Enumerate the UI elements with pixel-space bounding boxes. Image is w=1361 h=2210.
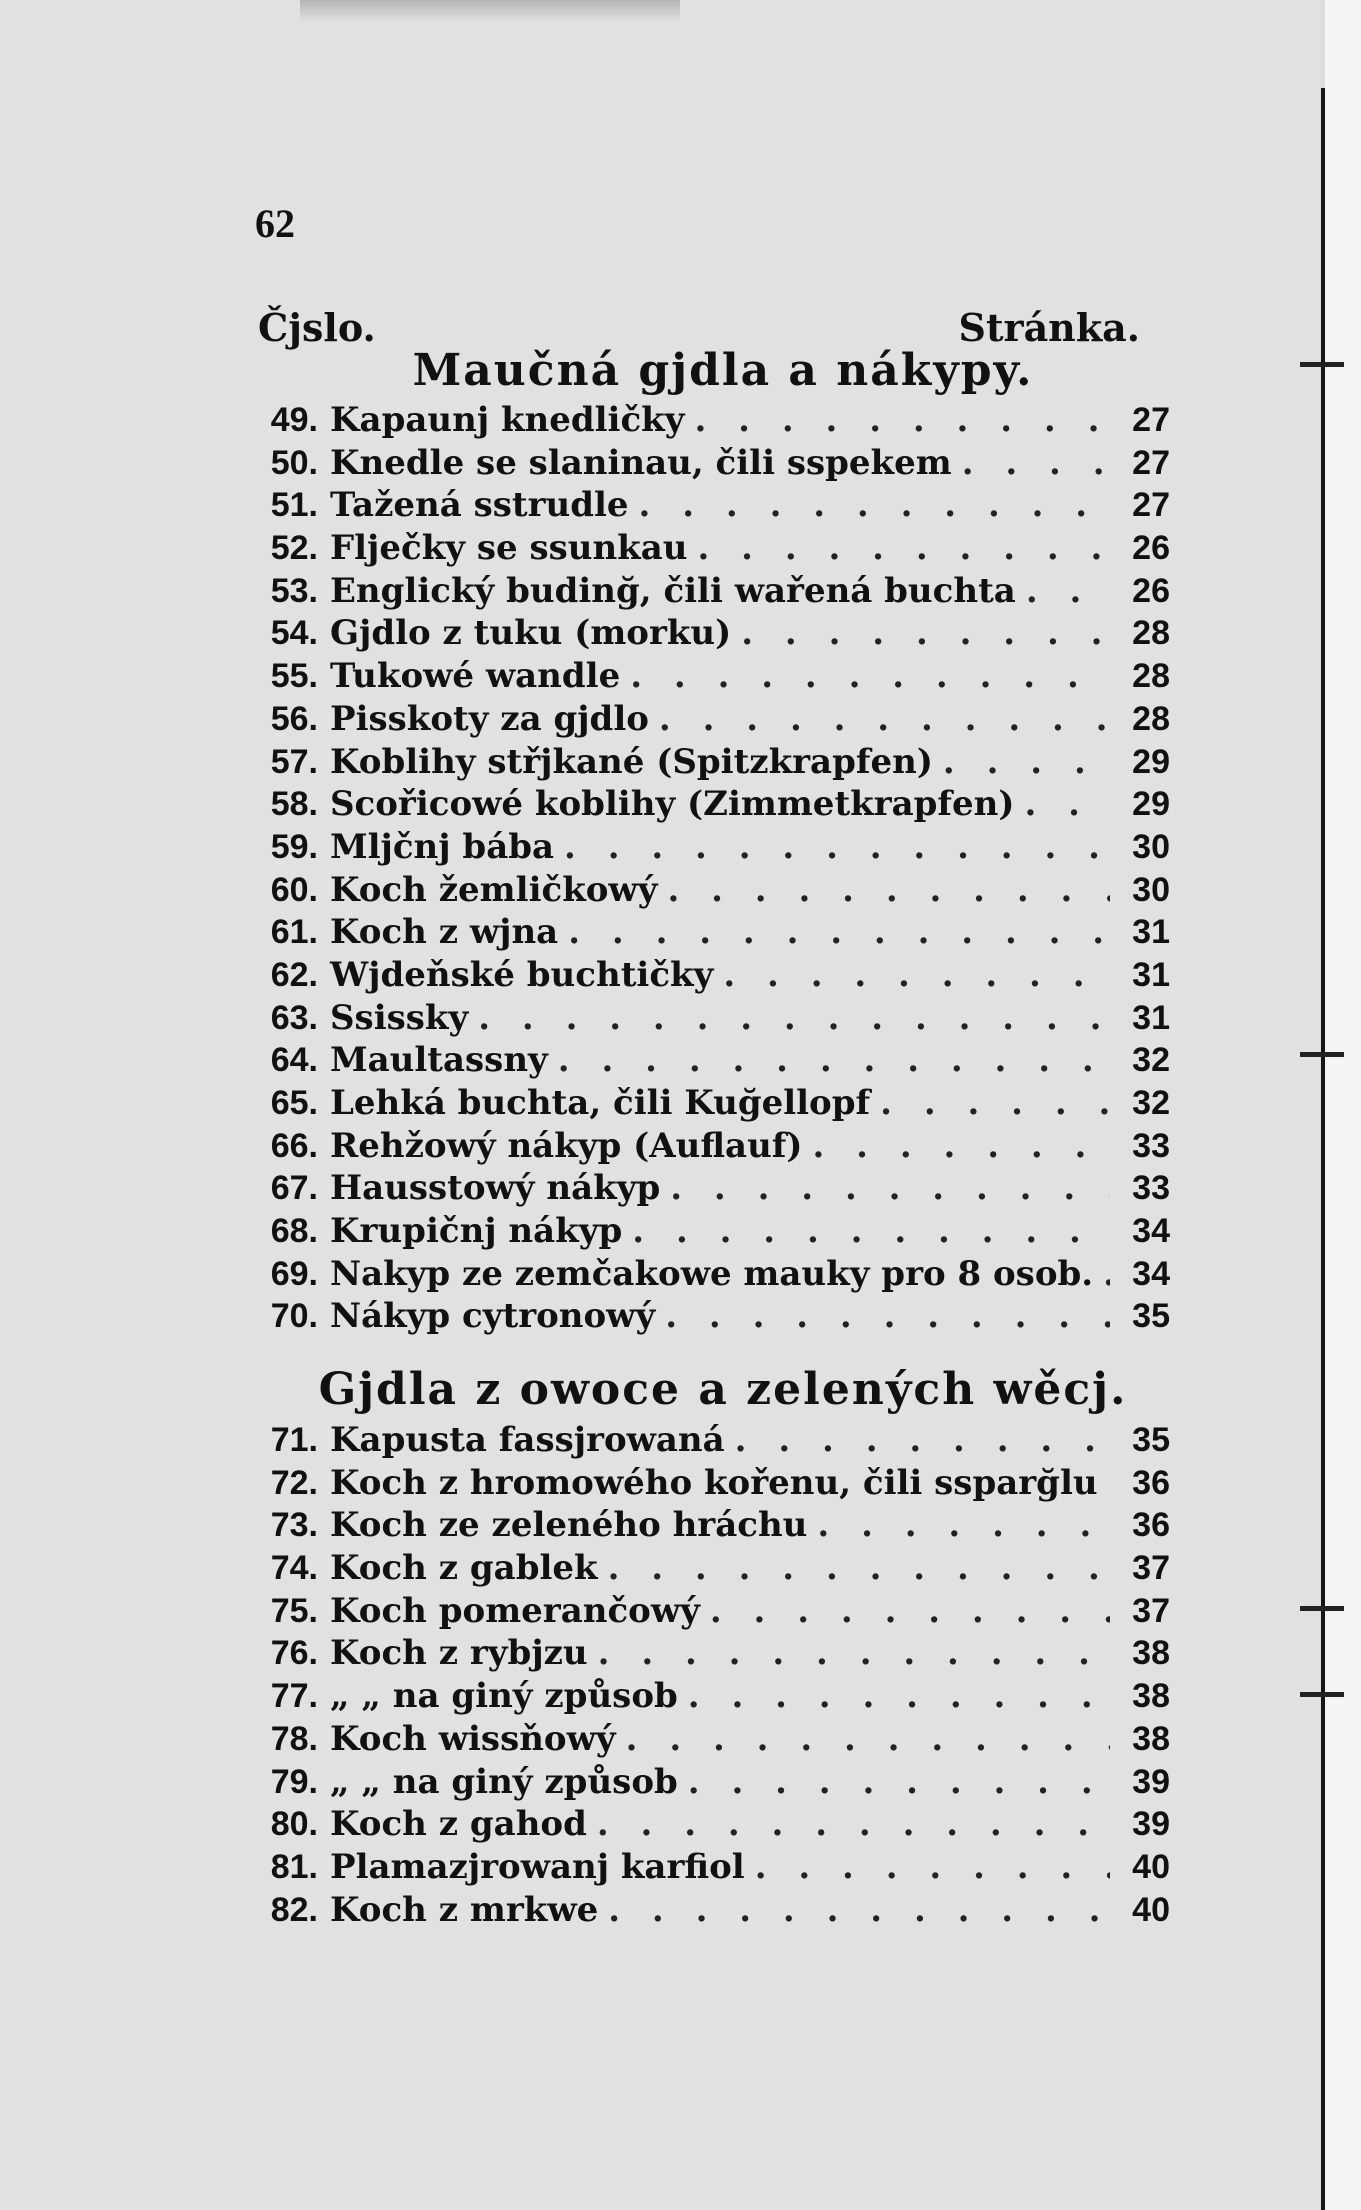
entry-number: 78. (270, 1719, 318, 1758)
toc-entry (240, 528, 1170, 571)
toc-entry (240, 1591, 1170, 1634)
entry-title: „ „ na giný způsob (330, 1761, 678, 1802)
entry-title: Maultassny (330, 1040, 548, 1081)
entry-page: 30 (1132, 870, 1170, 909)
entry-page: 36 (1132, 1506, 1170, 1545)
entry-number: 56. (270, 699, 318, 738)
entry-number: 74. (270, 1549, 318, 1588)
entry-title: Koch ze zeleného hráchu (330, 1505, 808, 1546)
toc-entry (240, 784, 1170, 827)
dot-leader (639, 485, 1110, 525)
entry-page: 33 (1132, 1126, 1170, 1165)
entry-page: 37 (1132, 1549, 1170, 1588)
entry-page: 35 (1132, 1297, 1170, 1336)
dot-leader (667, 870, 1110, 910)
entry-number: 79. (270, 1762, 318, 1801)
entry-page: 32 (1132, 1084, 1170, 1122)
entry-title: Koch z hromowého kořenu, čili ssparğlu (330, 1462, 1098, 1503)
entry-number: 75. (270, 1591, 318, 1630)
toc-entry (240, 1676, 1170, 1719)
entry-number: 68. (270, 1212, 318, 1251)
entry-page: 26 (1132, 571, 1170, 610)
entry-number: 59. (270, 827, 318, 866)
entry-title: Mljčnj bába (330, 826, 555, 867)
page-number: 62 (255, 201, 295, 246)
dot-leader (813, 1126, 1111, 1166)
edge-tick (1300, 1606, 1344, 1611)
dot-leader (1103, 1254, 1110, 1294)
entry-title: Krupičnj nákyp (330, 1211, 623, 1252)
entry-title: Nákyp cytronowý (330, 1296, 656, 1337)
toc-entry (240, 1296, 1170, 1339)
edge-tick (1300, 1052, 1344, 1057)
column-header-page: Stránka. (958, 305, 1140, 350)
toc-entry (240, 1804, 1170, 1847)
toc-entry (240, 1420, 1170, 1463)
entry-page: 28 (1132, 614, 1170, 653)
toc-entry (240, 912, 1170, 955)
toc-entry (240, 1847, 1170, 1890)
toc-entry (240, 1505, 1170, 1548)
entry-title: Tukowé wandle (330, 656, 621, 697)
dot-leader (598, 1633, 1110, 1673)
dot-leader (755, 1847, 1110, 1887)
entry-number: 62. (270, 955, 318, 994)
entry-number: 64. (270, 1041, 318, 1080)
page-edge-margin (1325, 0, 1361, 2210)
entry-title: Koch z gahod (330, 1804, 587, 1845)
edge-tick (1300, 362, 1344, 367)
entry-title: Rehžowý nákyp (Auflauf) (330, 1125, 803, 1166)
toc-entry (240, 955, 1170, 998)
toc-entry (240, 1126, 1170, 1169)
scan-shadow (300, 0, 680, 22)
entry-number: 50. (270, 443, 318, 482)
entry-page: 34 (1132, 1212, 1170, 1251)
entry-title: Ssissky (330, 997, 469, 1038)
toc-entry (240, 827, 1170, 870)
entry-title: Koch wissňowý (330, 1718, 616, 1759)
dot-leader (1026, 571, 1110, 611)
toc-entry (240, 1719, 1170, 1762)
dot-leader (568, 912, 1110, 952)
dot-leader (608, 1890, 1110, 1930)
entry-title: Nakyp ze zemčakowe mauky pro 8 osob. (330, 1253, 1094, 1294)
entry-page: 37 (1132, 1591, 1170, 1630)
entry-page: 28 (1132, 657, 1170, 696)
dot-leader (723, 955, 1110, 995)
entry-title: Flječky se ssunkau (330, 528, 688, 569)
entry-number: 54. (270, 614, 318, 653)
entry-number: 67. (270, 1169, 318, 1208)
entry-page: 31 (1132, 955, 1170, 994)
dot-leader (1024, 784, 1110, 824)
entry-title: Englický budinğ, čili wařená buchta (330, 570, 1016, 611)
dot-leader (630, 656, 1110, 696)
toc-entry (240, 998, 1170, 1041)
entry-number: 80. (270, 1805, 318, 1844)
toc-entry (240, 1762, 1170, 1805)
toc-entry (240, 699, 1170, 742)
entry-title: Lehká buchta, čili Kuğellopf (330, 1083, 871, 1123)
dot-leader (564, 827, 1110, 867)
dot-leader (697, 528, 1110, 568)
dot-leader (688, 1676, 1110, 1716)
entry-title: Koch pomerančowý (330, 1590, 700, 1631)
entry-number: 77. (270, 1677, 318, 1716)
entry-number: 81. (270, 1847, 318, 1886)
entry-page: 33 (1132, 1169, 1170, 1208)
entry-number: 76. (270, 1634, 318, 1673)
entry-page: 30 (1132, 827, 1170, 866)
entry-page: 27 (1132, 443, 1170, 482)
entry-number: 73. (270, 1506, 318, 1545)
dot-leader (710, 1591, 1110, 1631)
dot-leader (943, 742, 1110, 782)
entry-page: 31 (1132, 998, 1170, 1037)
entry-title: Tažená sstrudle (330, 485, 629, 526)
entry-page: 38 (1132, 1719, 1170, 1758)
entry-number: 52. (270, 529, 318, 568)
dot-leader (962, 443, 1110, 483)
toc-section-flour-dishes (240, 400, 1170, 1339)
toc-entry (240, 571, 1170, 614)
dot-leader (1108, 1463, 1110, 1503)
toc-entry (240, 443, 1170, 486)
entry-number: 51. (270, 486, 318, 525)
toc-entry (240, 870, 1170, 913)
entry-title: Koch z wjna (330, 912, 559, 953)
entry-title: Pisskoty za gjdlo (330, 698, 649, 739)
entry-title: Koblihy střjkané (Spitzkrapfen) (330, 741, 933, 782)
dot-leader (880, 1083, 1110, 1123)
entry-number: 57. (270, 742, 318, 781)
section-title-fruit-vegetable-dishes: Gjdla z owoce a zelených wěcj. (318, 1364, 1128, 1415)
dot-leader (659, 699, 1110, 739)
dot-leader (688, 1762, 1110, 1802)
dot-leader (735, 1420, 1110, 1460)
dot-leader (741, 613, 1110, 653)
entry-page: 34 (1132, 1254, 1170, 1293)
entry-page: 27 (1132, 486, 1170, 525)
entry-number: 49. (270, 401, 318, 439)
toc-entry (240, 656, 1170, 699)
toc-entry (240, 1890, 1170, 1933)
dot-leader (478, 998, 1110, 1038)
toc-entry (240, 1211, 1170, 1254)
entry-number: 60. (270, 870, 318, 909)
entry-title: Kapusta fassjrowaná (330, 1420, 725, 1460)
entry-page: 40 (1132, 1847, 1170, 1886)
edge-tick (1300, 1692, 1344, 1697)
entry-number: 55. (270, 657, 318, 696)
entry-page: 35 (1132, 1421, 1170, 1459)
dot-leader (695, 400, 1111, 440)
entry-title: „ „ na giný způsob (330, 1676, 678, 1717)
entry-page: 40 (1132, 1890, 1170, 1929)
entry-title: Kapaunj knedličky (330, 400, 685, 440)
entry-page: 36 (1132, 1463, 1170, 1502)
entry-number: 63. (270, 998, 318, 1037)
entry-number: 53. (270, 571, 318, 610)
dot-leader (817, 1505, 1110, 1545)
entry-number: 58. (270, 785, 318, 824)
dot-leader (626, 1719, 1110, 1759)
entry-title: Hausstowý nákyp (330, 1168, 661, 1209)
toc-entry (240, 1548, 1170, 1591)
entry-page: 29 (1132, 742, 1170, 781)
entry-number: 65. (270, 1084, 318, 1122)
entry-number: 69. (270, 1254, 318, 1293)
entry-title: Scořicowé koblihy (Zimmetkrapfen) (330, 784, 1015, 825)
entry-number: 70. (270, 1297, 318, 1336)
toc-entry (240, 400, 1170, 443)
entry-page: 32 (1132, 1041, 1170, 1080)
dot-leader (597, 1804, 1110, 1844)
dot-leader (670, 1168, 1110, 1208)
entry-title: Koch žemličkowý (330, 869, 658, 910)
entry-title: Knedle se slaninau, čili sspekem (330, 442, 952, 483)
entry-title: Plamazjrowanj karfiol (330, 1846, 745, 1887)
dot-leader (632, 1211, 1110, 1251)
entry-page: 39 (1132, 1805, 1170, 1844)
section-title-flour-dishes: Maučná gjdla a nákypy. (412, 345, 1034, 396)
toc-entry (240, 1463, 1170, 1506)
toc-entry (240, 1633, 1170, 1676)
entry-page: 29 (1132, 785, 1170, 824)
entry-page: 39 (1132, 1762, 1170, 1801)
toc-section-fruit-vegetable-dishes (240, 1420, 1170, 1932)
entry-page: 38 (1132, 1677, 1170, 1716)
entry-page: 38 (1132, 1634, 1170, 1673)
toc-entry (240, 1254, 1170, 1297)
toc-entry (240, 485, 1170, 528)
entry-number: 66. (270, 1126, 318, 1165)
entry-page: 28 (1132, 699, 1170, 738)
entry-title: Koch z mrkwe (330, 1889, 599, 1930)
dot-leader (558, 1040, 1110, 1080)
dot-leader (608, 1548, 1110, 1588)
entry-title: Koch z gablek (330, 1548, 598, 1589)
entry-number: 71. (270, 1421, 318, 1459)
toc-entry (240, 1083, 1170, 1126)
entry-title: Wjdeňské buchtičky (330, 954, 714, 995)
entry-page: 27 (1132, 401, 1170, 439)
entry-page: 26 (1132, 529, 1170, 568)
toc-entry (240, 1168, 1170, 1211)
entry-number: 82. (270, 1890, 318, 1929)
entry-number: 72. (270, 1463, 318, 1502)
entry-number: 61. (270, 913, 318, 952)
toc-entry (240, 1040, 1170, 1083)
column-header-number: Čjslo. (258, 305, 376, 350)
toc-entry (240, 742, 1170, 785)
entry-page: 31 (1132, 913, 1170, 952)
dot-leader (665, 1296, 1110, 1336)
toc-entry (240, 613, 1170, 656)
entry-title: Koch z rybjzu (330, 1633, 588, 1674)
entry-title: Gjdlo z tuku (morku) (330, 613, 732, 654)
